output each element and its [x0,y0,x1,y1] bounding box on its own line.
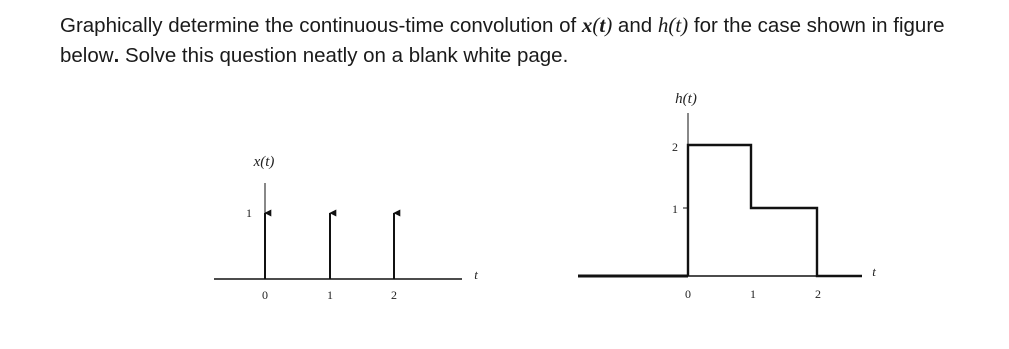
question-period: . [113,44,120,67]
x-x-tick-0: 0 [262,288,268,302]
x-axis-variable: t [474,267,478,282]
x-x-tick-1: 1 [327,288,333,302]
question-part4: Solve this question neatly on a blank white page. [119,44,569,67]
h-y-tick-2: 2 [672,140,678,154]
h-plot-title: h(t) [675,91,697,107]
x-plot-title: x(t) [253,154,275,170]
question-part1: Graphically determine the continuous-time convolution of [60,14,582,37]
question-part3: for the case shown in figure below [60,14,945,67]
x-of-t-plot [214,154,478,302]
x-x-tick-2: 2 [391,288,397,302]
h-y-tick-1: 1 [672,202,678,216]
x-y-tick-1: 1 [246,206,252,220]
h-axis-variable: t [872,264,876,279]
h-staircase-waveform [688,145,862,276]
h-x-tick-1: 1 [750,287,756,301]
h-of-t-plot [578,91,876,301]
h-x-tick-2: 2 [815,287,821,301]
symbol-h-of-t: h(t) [657,13,689,37]
h-x-tick-0: 0 [685,287,691,301]
question-part2: and [612,14,658,37]
symbol-x-of-t: x(t) [581,13,613,37]
